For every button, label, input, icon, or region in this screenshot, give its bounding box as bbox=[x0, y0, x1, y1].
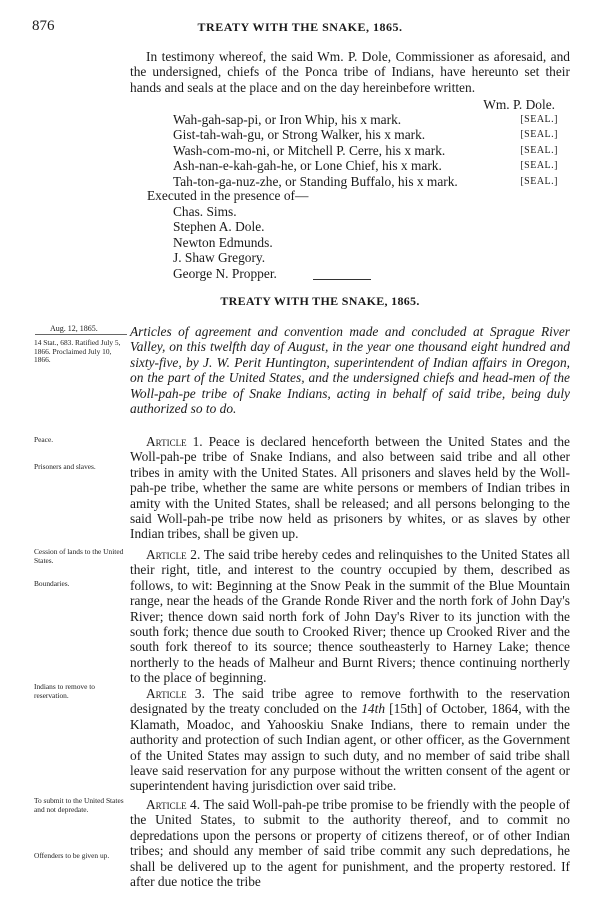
page-number: 876 bbox=[32, 18, 55, 34]
article-text: The said Woll-pah-pe tribe promise to be friendly with the people of the United States, to submit to the authority thereof, and to commit no depredations upon the persons or property of citizens thereof, or of other Indian tribes; and should any member of said tribe commit any such depredations, he shall be delivered up to the agent for punishment, and the property restored. If after due notice the tribe bbox=[130, 797, 570, 890]
running-title: TREATY WITH THE SNAKE, 1865. bbox=[197, 20, 403, 34]
witness-name: George N. Propper. bbox=[173, 265, 277, 281]
witness-name: Chas. Sims. bbox=[173, 203, 237, 219]
executed-label: Executed in the presence of— bbox=[147, 188, 309, 203]
article-label: Article 1. bbox=[146, 434, 203, 449]
witness-block bbox=[147, 188, 308, 282]
testimony-text: In testimony whereof, the said Wm. P. Dole, Commissioner as aforesaid, and the undersigned, chiefs of the Ponca tribe of Indians, have hereunto set their hands and seals at the place and on the day hereinbefore written. bbox=[130, 49, 570, 95]
witness-name: Newton Edmunds. bbox=[173, 234, 273, 250]
seal-mark: [SEAL.] bbox=[520, 160, 558, 172]
signatory-row bbox=[173, 174, 558, 189]
witness-name: Stephen A. Dole. bbox=[173, 219, 265, 235]
signatory-row bbox=[173, 127, 558, 142]
article-text: The said tribe hereby cedes and relinquishes to the United States all their right, title, and interest to the country occupied by them, described as follows, to wit: Beginning at the Snow Peak in the summit of the Blue Mountain range, near the heads of the Grande Ronde River and the north fork of John Day's River; thence down said north fork of John Day's River to its junction with the south fork; thence due south to Crooked River; thence up Crooked River and the south fork thereof to its source; thence southeasterly to Harney Lake; thence northerly to the heads of Malheur and Burnt Rivers; thence continuing northerly to the place of beginning. bbox=[130, 547, 570, 686]
margin-citation: 14 Stat., 683. Ratified July 5, 1866. Proclaimed July 10, 1866. bbox=[34, 338, 121, 365]
article-1 bbox=[130, 434, 570, 542]
treaty-preamble: Articles of agreement and convention made and concluded at Sprague River Valley, on this twelfth day of August, in the year one thousand eight hundred and sixty-five, by J. W. Perit Huntington, superintendent of Indian affairs in Oregon, on the part of the United States, and the undersigned chiefs and head-men of the Woll-pah-pe tribe of Snake Indians, acting in behalf of said tribe, being duly authorized so to do. bbox=[130, 324, 570, 417]
signatory-name: Wash-com-mo-ni, or Mitchell P. Cerre, his x mark. bbox=[173, 142, 446, 158]
margin-boundaries: Boundaries. bbox=[34, 579, 70, 588]
testimony-paragraph bbox=[130, 49, 570, 95]
signatory-row bbox=[173, 112, 558, 127]
seal-mark: [SEAL.] bbox=[520, 129, 558, 141]
margin-prisoners: Prisoners and slaves. bbox=[34, 462, 96, 471]
article-date-italic: 14th bbox=[361, 701, 386, 717]
margin-peace: Peace. bbox=[34, 435, 54, 444]
article-3 bbox=[130, 686, 570, 794]
signatory-row bbox=[173, 158, 558, 173]
article-label: Article 4. bbox=[146, 797, 201, 812]
seal-mark: [SEAL.] bbox=[520, 144, 558, 156]
signatory-list bbox=[173, 112, 558, 189]
article-4 bbox=[130, 797, 570, 889]
article-text: The said tribe agree to remove forthwith to the reservation designated by the treaty concluded on the bbox=[130, 686, 570, 717]
section-title: TREATY WITH THE SNAKE, 1865. bbox=[220, 294, 420, 308]
article-label: Article 2. bbox=[146, 547, 201, 562]
margin-cession: Cession of lands to the United States. bbox=[34, 547, 124, 565]
article-label: Article 3. bbox=[146, 686, 205, 701]
signatory-row bbox=[173, 143, 558, 158]
margin-offenders: Offenders to be given up. bbox=[34, 851, 110, 860]
article-2 bbox=[130, 547, 570, 686]
margin-date: Aug. 12, 1865. bbox=[50, 324, 98, 333]
commissioner-signature: Wm. P. Dole. bbox=[483, 97, 555, 112]
article-text: [15th] of October, 1864, with the Klamath, Moadoc, and Yahooskiu Snake Indians, there to remain under the authority and protection of such Indian agent, or other officer, as the Government of the United States may assign to such duty, and no member of said tribe shall leave said reservation for any purpose without the written consent of the agent or superintendent having jurisdiction over said tribe. bbox=[130, 701, 570, 794]
signatory-name: Tah-ton-ga-nuz-zhe, or Standing Buffalo, his x mark. bbox=[173, 173, 458, 189]
signatory-name: Ash-nan-e-kah-gah-he, or Lone Chief, his x mark. bbox=[173, 158, 442, 174]
margin-remove: Indians to remove to reservation. bbox=[34, 682, 95, 700]
margin-submit: To submit to the United States and not depredate. bbox=[34, 796, 124, 814]
margin-date-rule bbox=[35, 334, 127, 335]
section-divider bbox=[313, 279, 371, 280]
seal-mark: [SEAL.] bbox=[520, 175, 558, 187]
seal-mark: [SEAL.] bbox=[520, 114, 558, 125]
signatory-name: Wah-gah-sap-pi, or Iron Whip, his x mark. bbox=[173, 112, 402, 127]
witness-name: J. Shaw Gregory. bbox=[173, 250, 266, 266]
article-text: Peace is declared henceforth between the United States and the Woll-pah-pe tribe of Snake Indians, and also between said tribe and all other tribes in amity with the United States. All prisoners and slaves held by the Woll-pah-pe tribe, whether the same are white persons or members of Indian tribes in amity with the United States, shall be released; and all persons belonging to the said Woll-pah-pe tribe now held as prisoners by whites, or as slaves by other Indian tribes, shall be given up. bbox=[130, 434, 570, 542]
signatory-name: Gist-tah-wah-gu, or Strong Walker, his x mark. bbox=[173, 127, 426, 143]
